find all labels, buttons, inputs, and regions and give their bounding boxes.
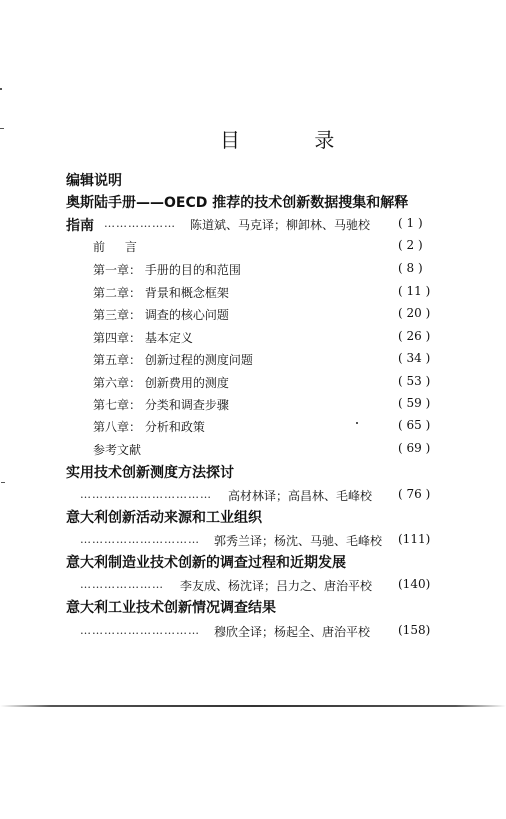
toc-entry-chapter-7: 第七章： 分类和调查步骤 [93, 398, 229, 412]
toc-heading-oslo-manual-cont: 指南 [66, 218, 94, 234]
toc-page-number: ( 65 ) [398, 418, 431, 432]
toc-page-number: ( 11 ) [398, 284, 431, 298]
toc-entry-chapter-4: 第四章： 基本定义 [93, 331, 193, 345]
toc-heading-italy-sources: 意大利创新活动来源和工业组织 [66, 510, 262, 526]
toc-page-number: ( 59 ) [398, 396, 431, 410]
toc-entry-chapter-2: 第二章： 背景和概念框架 [93, 286, 229, 300]
toc-heading-measurement-methods: 实用技术创新测度方法探讨 [66, 465, 234, 481]
toc-entry-chapter-5: 第五章： 创新过程的测度问题 [93, 353, 253, 367]
toc-entry-preface: 前 言 [93, 240, 145, 254]
page-title: 目 录 [220, 128, 369, 152]
scan-speck [356, 422, 358, 424]
toc-authors: 高材林译；高昌林、毛峰校 [228, 489, 373, 503]
toc-leader-dots: ………………… [80, 578, 164, 591]
scan-speck [0, 128, 4, 129]
scan-speck [1, 482, 5, 483]
toc-page-number: ( 8 ) [398, 261, 423, 275]
toc-entry-chapter-8: 第八章： 分析和政策 [93, 420, 205, 434]
toc-page-number: ( 26 ) [398, 329, 431, 343]
toc-authors: 陈道斌、马克译；柳卸林、马驰校 [190, 218, 371, 232]
toc-entry-chapter-1: 第一章： 手册的目的和范围 [93, 263, 241, 277]
toc-page-number: (111) [398, 532, 431, 546]
toc-page-number: ( 20 ) [398, 306, 431, 320]
toc-heading-oslo-manual: 奥斯陆手册——OECD 推荐的技术创新数据搜集和解释 [66, 195, 409, 211]
toc-heading-editorial-note: 编辑说明 [66, 173, 122, 189]
toc-leader-dots: ………………………… [80, 624, 200, 637]
toc-page-number: (140) [398, 577, 431, 591]
toc-page-number: ( 2 ) [398, 238, 423, 252]
toc-heading-italy-manufacturing: 意大利制造业技术创新的调查过程和近期发展 [66, 555, 346, 571]
toc-page-number: ( 53 ) [398, 374, 431, 388]
toc-authors: 郭秀兰译；杨沈、马驰、毛峰校 [214, 534, 383, 548]
toc-entry-chapter-3: 第三章： 调查的核心问题 [93, 308, 229, 322]
toc-leader-dots: ………………………… [80, 533, 200, 546]
toc-authors: 李友成、杨沈译；吕力之、唐治平校 [180, 579, 373, 593]
scan-speck [0, 88, 2, 90]
toc-page-number: ( 1 ) [398, 216, 423, 230]
toc-page-number: ( 69 ) [398, 441, 431, 455]
bottom-scan-rule [0, 705, 506, 707]
toc-entry-references: 参考文献 [93, 443, 142, 457]
toc-page-number: ( 76 ) [398, 487, 431, 501]
toc-heading-italy-survey-results: 意大利工业技术创新情况调查结果 [66, 600, 276, 616]
toc-leader-dots: …………………………… [80, 488, 212, 501]
toc-leader-dots: ……………… [104, 217, 176, 230]
toc-page-number: ( 34 ) [398, 351, 431, 365]
toc-authors: 穆欣全译；杨起全、唐治平校 [214, 625, 371, 639]
toc-page-number: (158) [398, 623, 431, 637]
toc-entry-chapter-6: 第六章： 创新费用的测度 [93, 376, 229, 390]
